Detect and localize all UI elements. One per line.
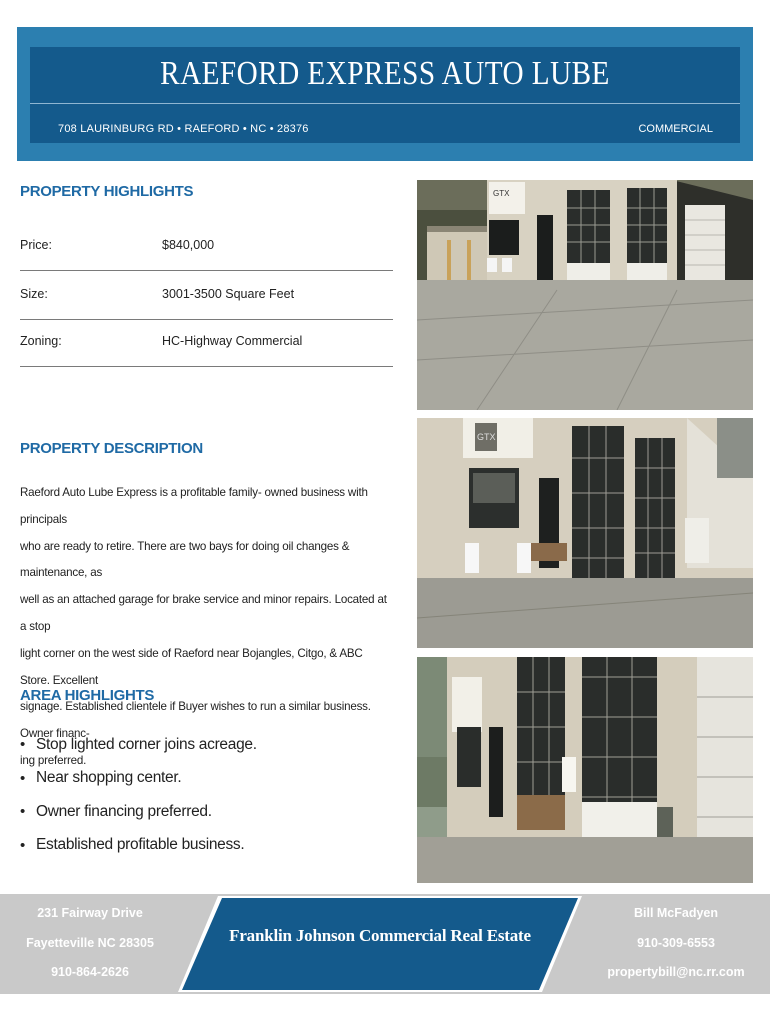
list-item xyxy=(20,795,257,829)
list-item-text: Established profitable business. xyxy=(36,836,245,854)
highlight-value: HC-Highway Commercial xyxy=(162,334,303,348)
list-item-text: Owner financing preferred. xyxy=(36,802,212,820)
list-item xyxy=(20,829,257,863)
description-line: well as an attached garage for brake service and minor repairs. Located at a stop xyxy=(20,593,387,633)
highlight-label: Zoning: xyxy=(20,334,62,348)
office-city: Fayetteville NC 28305 xyxy=(26,935,154,950)
header-divider xyxy=(30,103,740,104)
area-highlights-list xyxy=(20,728,257,862)
list-item xyxy=(20,762,257,796)
highlight-label: Size: xyxy=(20,287,48,301)
footer-office-info xyxy=(0,894,180,994)
bullet-icon: • xyxy=(20,836,25,854)
description-line: signage. Established clientele if Buyer wishes to run a similar business. Owner financ- xyxy=(20,700,371,741)
highlights-heading: PROPERTY HIGHLIGHTS xyxy=(20,183,194,200)
svg-text:GTX: GTX xyxy=(477,432,496,442)
property-address: 708 LAURINBURG RD • RAEFORD • NC • 28376 xyxy=(58,123,309,135)
company-name: Franklin Johnson Commercial Real Estate xyxy=(229,926,531,945)
list-item xyxy=(20,728,257,762)
office-street: 231 Fairway Drive xyxy=(37,906,143,920)
svg-text:GTX: GTX xyxy=(493,189,510,198)
bullet-icon: • xyxy=(20,736,25,754)
description-line: Raeford Auto Lube Express is a profitable family- owned business with principals xyxy=(20,486,368,526)
highlight-label: Price: xyxy=(20,238,52,252)
office-phone: 910-864-2626 xyxy=(51,965,129,979)
footer-brand-panel xyxy=(178,896,582,992)
description-line: ing preferred. xyxy=(20,753,87,767)
highlight-value: $840,000 xyxy=(162,238,215,252)
page-title: RAEFORD EXPRESS AUTO LUBE xyxy=(160,55,610,92)
highlight-row-size xyxy=(20,271,393,320)
area-heading: AREA HIGHLIGHTS xyxy=(20,687,155,704)
description-line: who are ready to retire. There are two bays for doing oil changes & maintenance, as xyxy=(20,539,350,580)
highlight-row-zoning xyxy=(20,318,393,367)
bullet-icon: • xyxy=(20,769,25,787)
list-item-text: Near shopping center. xyxy=(36,769,182,787)
property-type: COMMERCIAL xyxy=(638,123,713,135)
description-heading: PROPERTY DESCRIPTION xyxy=(20,440,203,457)
property-photo-front xyxy=(417,180,753,410)
footer-agent-info xyxy=(582,894,770,994)
header-inner-panel xyxy=(30,47,740,143)
highlight-value: 3001-3500 Square Feet xyxy=(162,287,295,301)
agent-email: propertybill@nc.rr.com xyxy=(607,965,745,979)
agent-name: Bill McFadyen xyxy=(633,906,719,920)
property-photo-garage xyxy=(417,657,753,883)
description-line: light corner on the west side of Raeford near Bojangles, Citgo, & ABC Store. Excellent xyxy=(20,646,363,687)
agent-phone: 910-309-6553 xyxy=(637,935,715,950)
list-item-text: Stop lighted corner joins acreage. xyxy=(36,735,257,753)
property-photo-bays xyxy=(417,418,753,648)
highlight-row-price xyxy=(20,222,393,271)
bullet-icon: • xyxy=(20,803,25,821)
